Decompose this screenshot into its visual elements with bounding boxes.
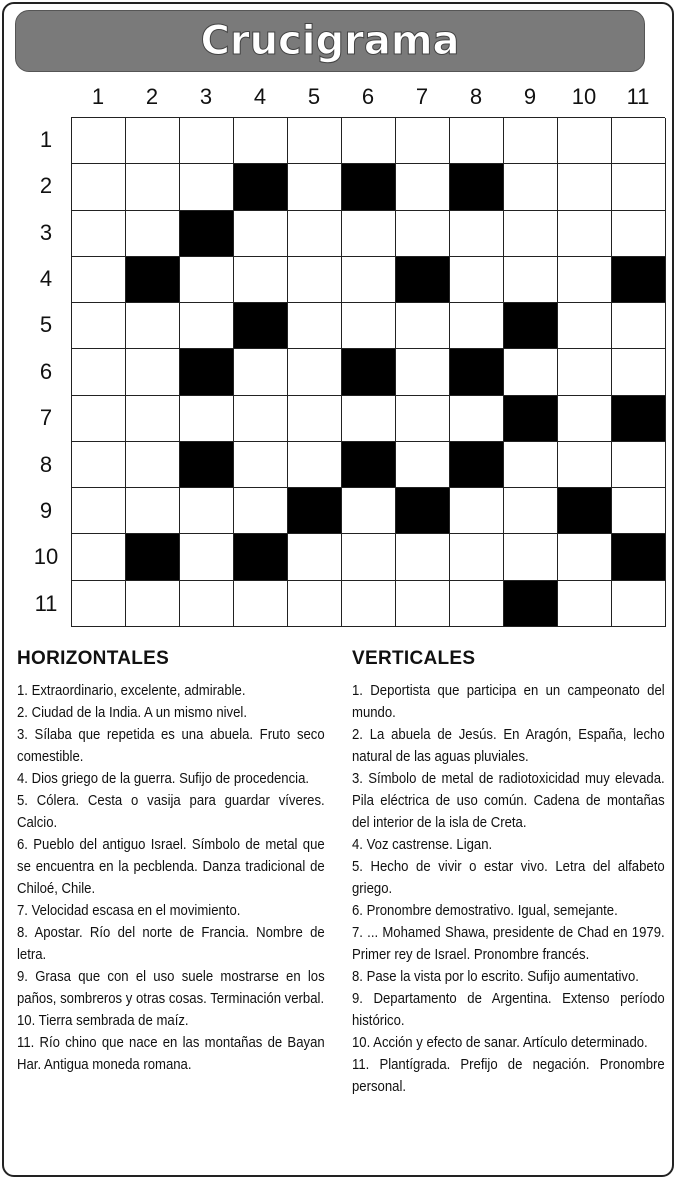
grid-cell[interactable]	[612, 442, 666, 488]
grid-cell[interactable]	[396, 396, 450, 442]
grid-cell[interactable]	[558, 164, 612, 210]
grid-cell[interactable]	[234, 211, 288, 257]
horizontales-clue: 3. Sílaba que repetida es una abuela. Fruto seco comestible.	[17, 727, 325, 765]
grid-cell[interactable]	[126, 488, 180, 534]
grid-cell[interactable]	[504, 257, 558, 303]
horizontales-clue: 9. Grasa que con el uso suele mostrarse en los paños, sombreros y otras cosas. Terminación verbal.	[17, 969, 325, 1007]
grid-cell[interactable]	[450, 581, 504, 627]
horizontales-clue: 1. Extraordinario, excelente, admirable.	[17, 683, 246, 699]
grid-cell[interactable]	[126, 396, 180, 442]
grid-cell[interactable]	[288, 534, 342, 580]
black-cell	[450, 442, 504, 488]
grid-cell[interactable]	[180, 118, 234, 164]
row-number: 11	[34, 590, 58, 616]
verticales-clue: 11. Plantígrada. Prefijo de negación. Pronombre personal.	[352, 1057, 665, 1095]
grid-cell[interactable]	[558, 581, 612, 627]
grid-cell[interactable]	[72, 211, 126, 257]
grid-cell[interactable]	[72, 349, 126, 395]
grid-cell[interactable]	[234, 581, 288, 627]
grid-cell[interactable]	[234, 396, 288, 442]
grid-cell[interactable]	[558, 303, 612, 349]
column-number: 3	[199, 84, 213, 109]
verticales-clue: 2. La abuela de Jesús. En Aragón, España, lecho natural de las aguas pluviales.	[352, 727, 665, 765]
horizontales-clue: 8. Apostar. Río del norte de Francia. Nombre de letra.	[17, 925, 325, 963]
horizontales-clue: 2. Ciudad de la India. A un mismo nivel.	[17, 705, 247, 721]
grid-cell[interactable]	[342, 257, 396, 303]
grid-cell[interactable]	[72, 488, 126, 534]
row-number: 6	[39, 358, 53, 384]
page-title: Crucigrama	[200, 18, 460, 64]
column-number: 8	[469, 84, 483, 109]
grid-cell[interactable]	[558, 534, 612, 580]
grid-cell[interactable]	[558, 396, 612, 442]
grid-cell[interactable]	[72, 396, 126, 442]
black-cell	[396, 488, 450, 534]
grid-cell[interactable]	[72, 534, 126, 580]
column-number: 11	[626, 84, 650, 109]
column-number: 4	[253, 84, 267, 109]
grid-cell[interactable]	[450, 534, 504, 580]
grid-cell[interactable]	[288, 581, 342, 627]
grid-cell[interactable]	[180, 257, 234, 303]
verticales-clue: 10. Acción y efecto de sanar. Artículo determinado.	[352, 1035, 648, 1051]
grid-cell[interactable]	[126, 303, 180, 349]
grid-cell[interactable]	[126, 118, 180, 164]
grid-cell[interactable]	[504, 488, 558, 534]
grid-cell[interactable]	[72, 303, 126, 349]
grid-cell[interactable]	[450, 488, 504, 534]
grid-cell[interactable]	[612, 211, 666, 257]
grid-cell[interactable]	[180, 164, 234, 210]
black-cell	[180, 211, 234, 257]
black-cell	[612, 257, 666, 303]
grid-cell[interactable]	[504, 534, 558, 580]
black-cell	[504, 581, 558, 627]
verticales-clue: 4. Voz castrense. Ligan.	[352, 837, 493, 853]
column-number: 1	[91, 84, 105, 109]
verticales-clue: 3. Símbolo de metal de radiotoxicidad muy elevada. Pila eléctrica de uso común. Cadena de montañas del interior de la isla de Creta.	[352, 771, 665, 831]
grid-cell[interactable]	[288, 118, 342, 164]
grid-cell[interactable]	[612, 164, 666, 210]
grid-cell[interactable]	[396, 581, 450, 627]
grid-cell[interactable]	[234, 442, 288, 488]
grid-cell[interactable]	[558, 118, 612, 164]
black-cell	[126, 257, 180, 303]
grid-cell[interactable]	[450, 118, 504, 164]
column-number: 6	[361, 84, 375, 109]
grid-cell[interactable]	[396, 164, 450, 210]
grid-cell[interactable]	[342, 303, 396, 349]
grid-cell[interactable]	[342, 396, 396, 442]
grid-cell[interactable]	[72, 581, 126, 627]
grid-cell[interactable]	[396, 303, 450, 349]
verticales-clue: 1. Deportista que participa en un campeonato del mundo.	[352, 683, 665, 721]
grid-cell[interactable]	[180, 396, 234, 442]
grid-cell[interactable]	[72, 257, 126, 303]
black-cell	[342, 164, 396, 210]
black-cell	[612, 396, 666, 442]
verticales-clue: 8. Pase la vista por lo escrito. Sufijo aumentativo.	[352, 969, 639, 985]
grid-cell[interactable]	[342, 211, 396, 257]
grid-cell[interactable]	[234, 118, 288, 164]
grid-cell[interactable]	[612, 349, 666, 395]
grid-cell[interactable]	[126, 349, 180, 395]
grid-cell[interactable]	[342, 488, 396, 534]
grid-cell[interactable]	[612, 118, 666, 164]
grid-cell[interactable]	[450, 257, 504, 303]
grid-cell[interactable]	[72, 442, 126, 488]
row-number: 1	[39, 127, 53, 152]
grid-cell[interactable]	[396, 442, 450, 488]
grid-cell[interactable]	[342, 118, 396, 164]
grid-cell[interactable]	[396, 211, 450, 257]
row-number: 2	[39, 173, 53, 199]
black-cell	[234, 164, 288, 210]
grid-cell[interactable]	[450, 303, 504, 349]
black-cell	[288, 488, 342, 534]
verticales-heading: VERTICALES	[352, 648, 476, 669]
horizontales-clue: 5. Cólera. Cesta o vasija para guardar víveres. Calcio.	[17, 793, 325, 831]
verticales-clue: 7. ... Mohamed Shawa, presidente de Chad en 1979. Primer rey de Israel. Pronombre francés.	[352, 925, 665, 963]
crossword-grid	[71, 117, 665, 627]
grid-cell[interactable]	[342, 581, 396, 627]
grid-cell[interactable]	[288, 349, 342, 395]
grid-cell[interactable]	[72, 118, 126, 164]
black-cell	[180, 442, 234, 488]
grid-cell[interactable]	[72, 164, 126, 210]
grid-cell[interactable]	[612, 581, 666, 627]
grid-cell[interactable]	[504, 118, 558, 164]
grid-cell[interactable]	[288, 164, 342, 210]
grid-cell[interactable]	[288, 211, 342, 257]
grid-cell[interactable]	[234, 488, 288, 534]
horizontales-clue: 11. Río chino que nace en las montañas de Bayan Har. Antigua moneda romana.	[17, 1035, 325, 1073]
horizontales-clue: 6. Pueblo del antiguo Israel. Símbolo de metal que se encuentra en la pecblenda. Danza tradicional de Chiloé, Chile.	[17, 837, 325, 897]
grid-cell[interactable]	[180, 581, 234, 627]
grid-cell[interactable]	[126, 164, 180, 210]
horizontales-clue: 7. Velocidad escasa en el movimiento.	[17, 903, 241, 919]
horizontales-clue: 10. Tierra sembrada de maíz.	[17, 1013, 189, 1029]
row-number: 5	[39, 312, 53, 338]
grid-cell[interactable]	[612, 303, 666, 349]
grid-cell[interactable]	[612, 488, 666, 534]
grid-cell[interactable]	[180, 488, 234, 534]
black-cell	[234, 534, 288, 580]
verticales-section	[352, 648, 665, 1098]
grid-cell[interactable]	[558, 442, 612, 488]
black-cell	[558, 488, 612, 534]
verticales-clue: 9. Departamento de Argentina. Extenso período histórico.	[352, 991, 665, 1029]
column-number: 2	[145, 84, 159, 109]
grid-cell[interactable]	[234, 349, 288, 395]
grid-cell[interactable]	[396, 534, 450, 580]
horizontales-clue: 4. Dios griego de la guerra. Sufijo de procedencia.	[17, 771, 310, 787]
black-cell	[342, 349, 396, 395]
grid-cell[interactable]	[288, 257, 342, 303]
grid-cell[interactable]	[126, 581, 180, 627]
verticales-clue: 5. Hecho de vivir o estar vivo. Letra del alfabeto griego.	[352, 859, 665, 897]
grid-cell[interactable]	[450, 211, 504, 257]
grid-cell[interactable]	[504, 211, 558, 257]
title-banner	[15, 10, 645, 72]
grid-cell[interactable]	[180, 303, 234, 349]
grid-cell[interactable]	[288, 442, 342, 488]
verticales-clue: 6. Pronombre demostrativo. Igual, semejante.	[352, 903, 618, 919]
grid-cell[interactable]	[342, 534, 396, 580]
grid-cell[interactable]	[504, 349, 558, 395]
grid-cell[interactable]	[288, 396, 342, 442]
grid-cell[interactable]	[504, 164, 558, 210]
black-cell	[396, 257, 450, 303]
column-number: 7	[415, 84, 429, 109]
grid-cell[interactable]	[558, 349, 612, 395]
grid-cell[interactable]	[126, 211, 180, 257]
grid-cell[interactable]	[450, 396, 504, 442]
row-number: 8	[39, 451, 53, 477]
black-cell	[342, 442, 396, 488]
horizontales-heading: HORIZONTALES	[17, 648, 170, 669]
row-number: 3	[39, 219, 53, 245]
grid-cell[interactable]	[126, 442, 180, 488]
verticales-list	[352, 680, 665, 1098]
row-number: 9	[39, 497, 53, 523]
horizontales-list	[17, 680, 325, 1076]
column-number: 10	[571, 84, 597, 109]
black-cell	[126, 534, 180, 580]
grid-cell[interactable]	[180, 534, 234, 580]
black-cell	[234, 303, 288, 349]
black-cell	[504, 303, 558, 349]
grid-cell[interactable]	[558, 257, 612, 303]
black-cell	[180, 349, 234, 395]
column-number: 5	[307, 84, 321, 109]
column-number: 9	[523, 84, 537, 109]
black-cell	[450, 164, 504, 210]
black-cell	[612, 534, 666, 580]
grid-cell[interactable]	[396, 118, 450, 164]
black-cell	[450, 349, 504, 395]
horizontales-section	[17, 648, 325, 1076]
grid-cell[interactable]	[504, 442, 558, 488]
grid-cell[interactable]	[396, 349, 450, 395]
row-number: 7	[39, 405, 53, 431]
row-number: 10	[33, 544, 59, 570]
grid-cell[interactable]	[234, 257, 288, 303]
grid-cell[interactable]	[288, 303, 342, 349]
row-number: 4	[39, 266, 53, 292]
black-cell	[504, 396, 558, 442]
grid-cell[interactable]	[558, 211, 612, 257]
